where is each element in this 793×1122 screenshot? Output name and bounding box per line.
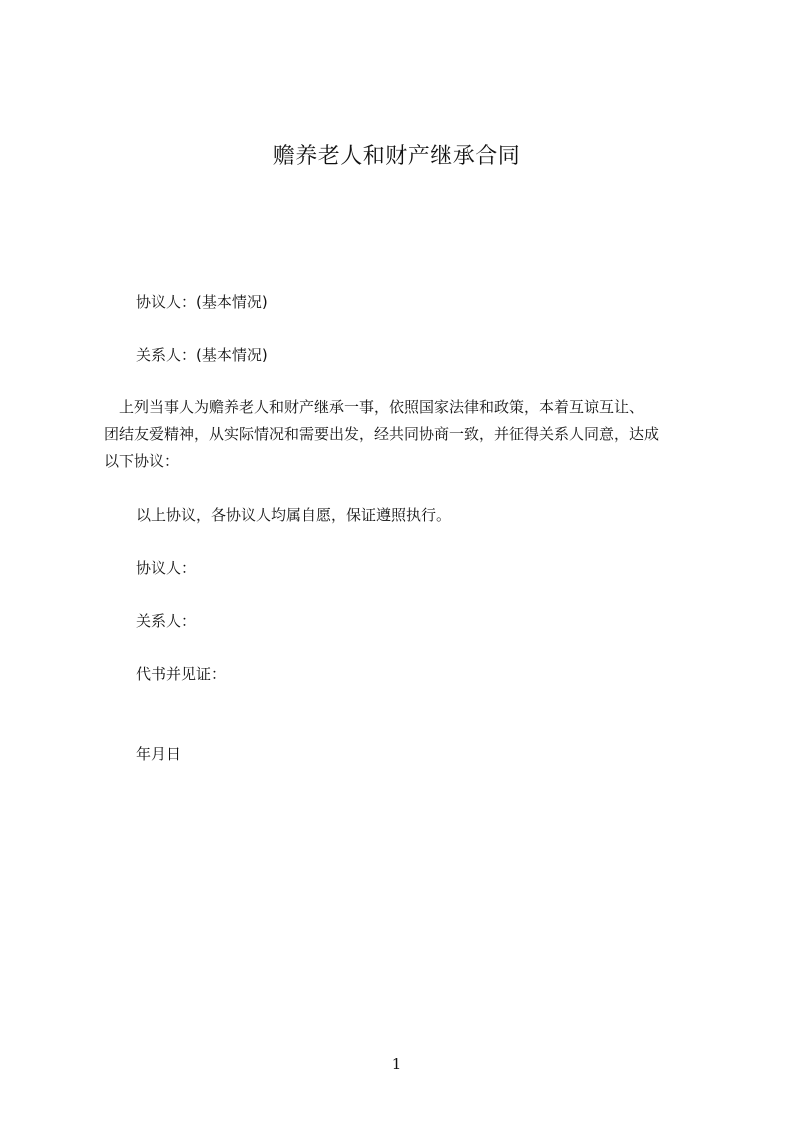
closing-statement: 以上协议，各协议人均属自愿，保证遵照执行。 [136, 506, 452, 524]
intro-line-1: 上列当事人为赡养老人和财产继承一事，依照国家法律和政策，本着互谅互让、 [104, 398, 645, 416]
signature-witness-label: 代书并见证： [136, 665, 227, 683]
intro-line-3: 以下协议： [104, 452, 180, 470]
party-line: 协议人：(基本情况) [136, 293, 268, 311]
document-title: 赡养老人和财产继承合同 [272, 144, 521, 169]
page-number: 1 [391, 1055, 402, 1073]
date-line: 年月日 [136, 745, 182, 763]
signature-related-label: 关系人： [136, 612, 197, 630]
intro-line-2: 团结友爱精神，从实际情况和需要出发，经共同协商一致，并征得关系人同意，达成 [104, 425, 660, 443]
signature-party-label: 协议人： [136, 559, 197, 577]
intro-paragraph [104, 394, 704, 475]
related-party-line: 关系人：(基本情况) [136, 346, 268, 364]
